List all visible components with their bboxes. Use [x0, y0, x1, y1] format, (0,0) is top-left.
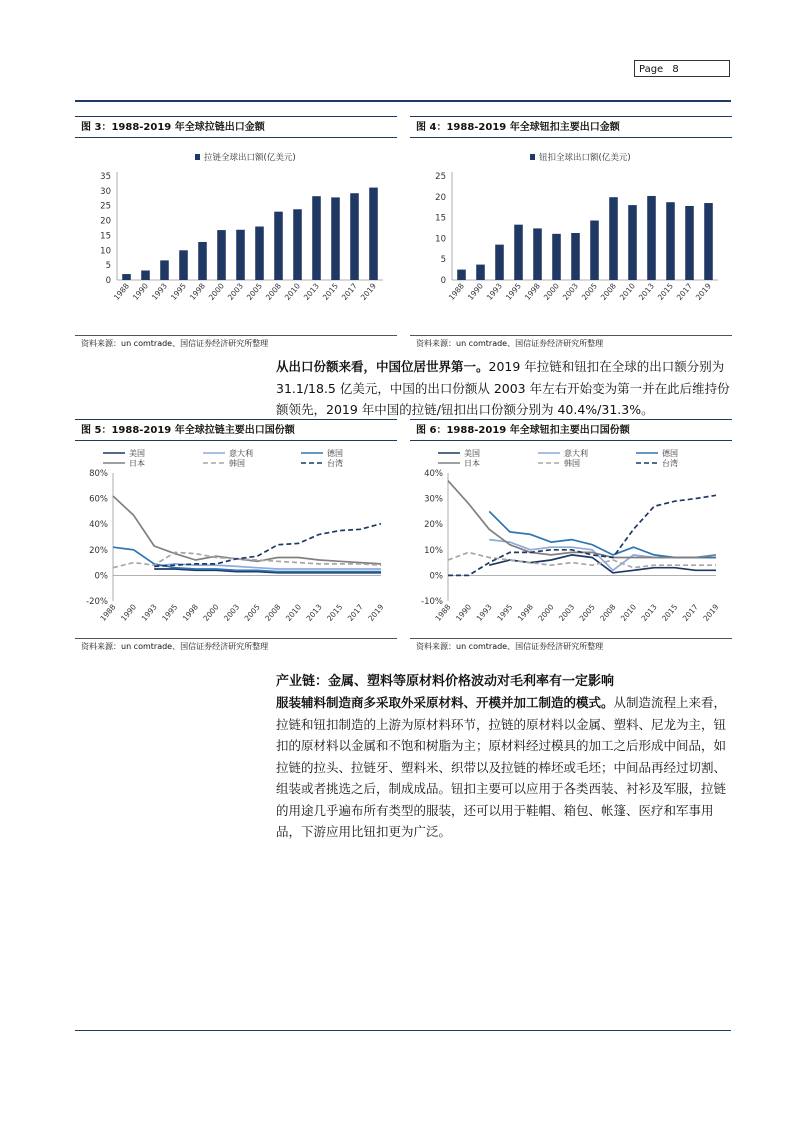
bar	[350, 193, 359, 280]
y-tick-label: 30	[100, 186, 111, 197]
y-tick-label: 40%	[424, 469, 443, 479]
y-tick-label: 80%	[89, 469, 108, 479]
x-tick-label: 2019	[701, 602, 721, 623]
y-tick-label: 25	[100, 201, 111, 212]
bar	[122, 274, 131, 280]
fig6-chart	[410, 443, 732, 635]
bar	[685, 206, 694, 280]
bar	[514, 225, 523, 280]
y-tick-label: 35	[100, 172, 111, 182]
y-tick-label: 15	[100, 231, 111, 242]
x-tick-label: 1993	[139, 602, 159, 623]
bar	[666, 202, 675, 280]
x-tick-label: 1990	[453, 602, 474, 623]
y-tick-label: 60%	[89, 494, 108, 505]
x-tick-label: 2008	[263, 281, 284, 302]
footer-rule	[75, 1030, 731, 1031]
x-tick-label: 2005	[244, 281, 265, 302]
bar	[255, 227, 264, 280]
page-label: Page	[639, 64, 664, 75]
y-tick-label: 10	[100, 246, 111, 257]
bar	[369, 188, 378, 280]
paragraph-body: 2019 年拉链和钮扣在全球的出口额分别为 31.1/18.5 亿美元，中国的出口份额从 2003 年左右开始变为第一并在此后维持份额领先，2019 年中国的拉链/钮扣出口份额分别为 40.4%/31.3%。	[276, 359, 730, 417]
bar	[141, 270, 150, 280]
legend-label: 日本	[129, 459, 145, 468]
fig5-title: 图 5：1988-2019 年全球拉链主要出口国份额	[75, 419, 397, 441]
x-tick-label: 1995	[503, 281, 524, 302]
y-tick-label: 10%	[424, 545, 443, 556]
legend-label: 拉链全球出口额(亿美元)	[204, 153, 296, 163]
x-tick-label: 2010	[617, 281, 638, 302]
legend-label: 美国	[464, 449, 480, 458]
page-number: 8	[672, 64, 679, 75]
x-tick-label: 1988	[433, 602, 453, 623]
x-tick-label: 2013	[304, 602, 324, 623]
x-tick-label: 2015	[655, 281, 676, 302]
x-tick-label: 2017	[345, 602, 365, 623]
legend-label: 德国	[662, 449, 678, 458]
bar	[198, 242, 207, 280]
legend-label: 意大利	[564, 449, 588, 458]
fig4-chart	[410, 140, 732, 335]
x-tick-label: 1995	[495, 602, 515, 623]
x-tick-label: 2017	[339, 281, 360, 302]
x-tick-label: 2008	[598, 602, 618, 623]
x-tick-label: 1995	[160, 602, 180, 623]
x-tick-label: 2017	[674, 281, 695, 302]
y-tick-label: 20%	[89, 545, 108, 556]
legend-label: 台湾	[662, 459, 678, 468]
x-tick-label: 2013	[639, 602, 659, 623]
x-tick-label: 1993	[474, 602, 494, 623]
y-tick-label: 20%	[424, 520, 443, 531]
legend-swatch	[195, 154, 200, 160]
x-tick-label: 2005	[579, 281, 600, 302]
legend-label: 钮扣全球出口额(亿美元)	[539, 153, 631, 163]
x-tick-label: 2015	[660, 602, 680, 623]
page-number-box	[634, 60, 730, 77]
section-heading: 产业链：金属、塑料等原材料价格波动对毛利率有一定影响	[276, 674, 615, 689]
x-tick-label: 1988	[98, 602, 118, 623]
fig4-title: 图 4：1988-2019 年全球钮扣主要出口金额	[410, 116, 732, 138]
bar	[217, 230, 226, 280]
bar	[552, 234, 561, 280]
series-line	[448, 481, 716, 558]
fig3-title: 图 3：1988-2019 年全球拉链出口金额	[75, 116, 397, 138]
y-tick-label: -20%	[86, 597, 108, 607]
y-tick-label: 15	[435, 213, 446, 224]
x-tick-label: 1988	[446, 281, 467, 302]
bar	[628, 205, 637, 280]
x-tick-label: 2019	[366, 602, 386, 623]
bar	[457, 270, 466, 280]
bar	[179, 250, 188, 280]
x-tick-label: 2000	[541, 281, 562, 302]
x-tick-label: 2017	[680, 602, 700, 623]
x-tick-label: 2013	[301, 281, 322, 302]
x-tick-label: 2008	[263, 602, 283, 623]
x-tick-label: 2000	[536, 602, 556, 623]
bar	[495, 245, 504, 280]
y-tick-label: 0%	[94, 571, 108, 582]
y-tick-label: 40%	[89, 520, 108, 531]
series-line	[448, 552, 716, 567]
x-tick-label: 1988	[111, 281, 132, 302]
paragraph-export-share	[276, 356, 732, 421]
bar	[533, 228, 542, 280]
y-tick-label: 5	[105, 261, 111, 272]
x-tick-label: 1998	[180, 602, 200, 623]
legend-label: 韩国	[229, 459, 245, 468]
x-tick-label: 2003	[560, 281, 581, 302]
x-tick-label: 2019	[358, 281, 379, 302]
x-tick-label: 2010	[283, 602, 304, 623]
bar	[331, 197, 340, 280]
legend-label: 意大利	[229, 449, 253, 458]
x-tick-label: 2008	[598, 281, 619, 302]
bar	[476, 265, 485, 280]
bar	[609, 197, 618, 280]
fig5-chart	[75, 443, 397, 635]
x-tick-label: 2019	[693, 281, 714, 302]
legend-label: 德国	[327, 449, 343, 458]
legend-label: 韩国	[564, 459, 580, 468]
bar	[312, 196, 321, 280]
y-tick-label: 0%	[429, 571, 443, 582]
legend-swatch	[530, 154, 535, 160]
y-tick-label: 25	[435, 172, 446, 182]
x-tick-label: 2000	[206, 281, 227, 302]
bar	[704, 203, 713, 280]
x-tick-label: 1990	[118, 602, 139, 623]
bar	[274, 212, 283, 280]
y-tick-label: -10%	[421, 597, 443, 607]
bar	[571, 233, 580, 280]
paragraph-lead: 从出口份额来看，中国位居世界第一。	[276, 359, 489, 374]
fig3-source: 资料来源：un comtrade、国信证券经济研究所整理	[75, 335, 397, 351]
x-tick-label: 1993	[484, 281, 505, 302]
paragraph-supply-chain	[276, 692, 732, 843]
x-tick-label: 2010	[618, 602, 639, 623]
y-tick-label: 30%	[424, 494, 443, 505]
x-tick-label: 2005	[242, 602, 262, 623]
y-tick-label: 0	[105, 276, 111, 286]
x-tick-label: 2003	[222, 602, 242, 623]
bar	[590, 221, 599, 280]
y-tick-label: 5	[440, 255, 446, 266]
bar	[160, 260, 169, 280]
header-rule	[75, 100, 731, 102]
fig3-chart	[75, 140, 397, 335]
paragraph-lead: 服装辅料制造商多采取外采原材料、开模并加工制造的模式。	[276, 695, 614, 710]
x-tick-label: 1995	[168, 281, 189, 302]
y-tick-label: 0	[440, 276, 446, 286]
bar	[236, 230, 245, 280]
fig5-source: 资料来源：un comtrade、国信证券经济研究所整理	[75, 638, 397, 654]
x-tick-label: 2013	[636, 281, 657, 302]
x-tick-label: 1998	[515, 602, 535, 623]
x-tick-label: 2010	[282, 281, 303, 302]
legend-label: 美国	[129, 449, 145, 458]
x-tick-label: 1998	[187, 281, 208, 302]
y-tick-label: 20	[435, 192, 446, 203]
y-tick-label: 10	[435, 234, 446, 245]
x-tick-label: 1993	[149, 281, 170, 302]
fig4-source: 资料来源：un comtrade、国信证券经济研究所整理	[410, 335, 732, 351]
series-line	[113, 552, 381, 567]
bar	[647, 196, 656, 280]
x-tick-label: 2003	[225, 281, 246, 302]
x-tick-label: 1998	[522, 281, 543, 302]
x-tick-label: 1990	[130, 281, 151, 302]
legend-label: 台湾	[327, 459, 343, 468]
x-tick-label: 2003	[557, 602, 577, 623]
y-tick-label: 20	[100, 216, 111, 227]
x-tick-label: 2015	[325, 602, 345, 623]
x-tick-label: 2005	[577, 602, 597, 623]
fig6-source: 资料来源：un comtrade、国信证券经济研究所整理	[410, 638, 732, 654]
paragraph-body: 从制造流程上来看，拉链和钮扣制造的上游为原材料环节，拉链的原材料以金属、塑料、尼龙为主，钮扣的原材料以金属和不饱和树脂为主；原材料经过模具的加工之后形成中间品，如拉链的拉头、拉链牙、塑料米、织带以及拉链的棒坯或毛坯；中间品再经过切割、组装或者挑选之后，制成成品。钮扣主要可以应用于各类西装、衬衫及军服，拉链的用途几乎遍布所有类型的服装，还可以用于鞋帽、箱包、帐篷、医疗和军事用品，下游应用比钮扣更为广泛。	[276, 695, 727, 839]
fig6-title: 图 6：1988-2019 年全球钮扣主要出口国份额	[410, 419, 732, 441]
legend-label: 日本	[464, 459, 480, 468]
x-tick-label: 2015	[320, 281, 341, 302]
bar	[293, 209, 302, 280]
x-tick-label: 2000	[201, 602, 221, 623]
x-tick-label: 1990	[465, 281, 486, 302]
